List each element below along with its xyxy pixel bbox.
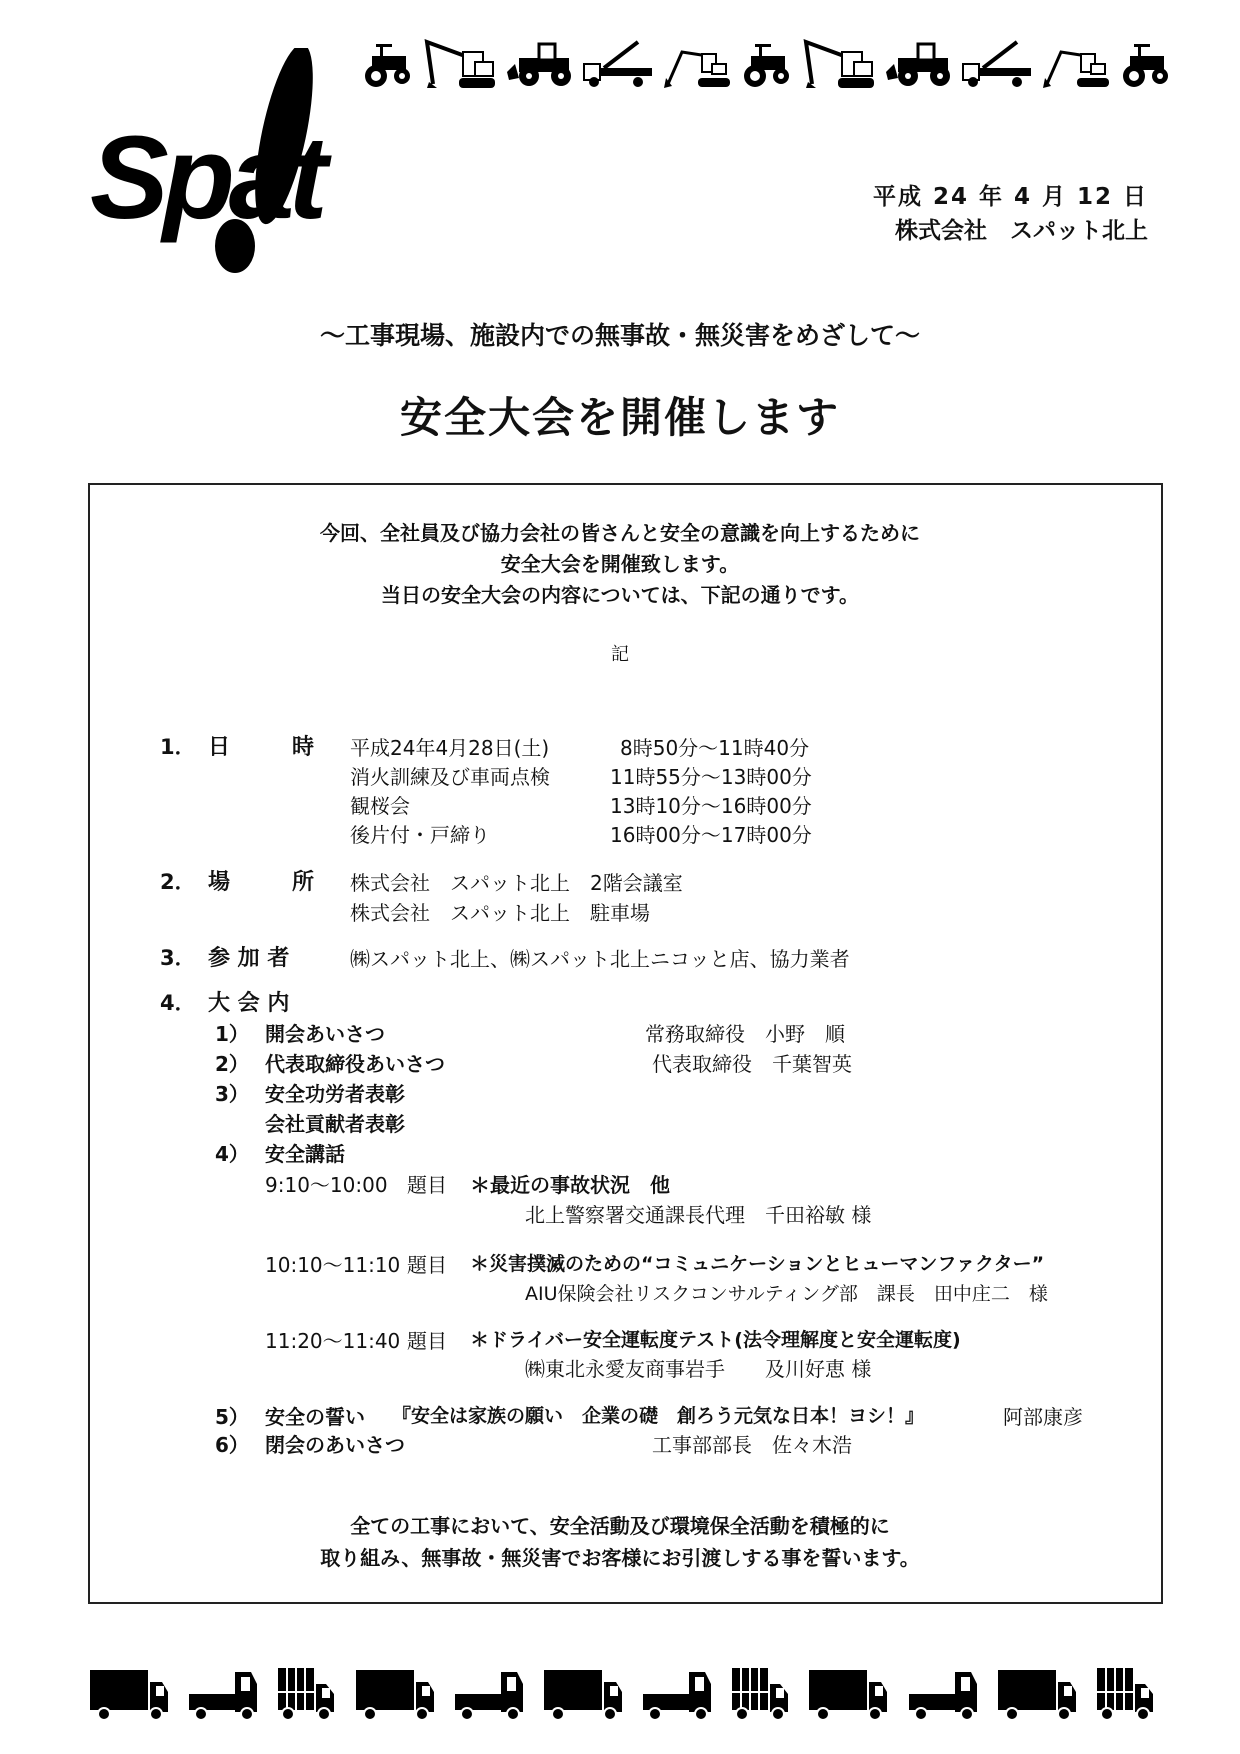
talk-time: 10:10～11:10 (265, 1253, 401, 1277)
cargo-truck-icon (732, 1668, 790, 1722)
excavator-icon (1041, 38, 1111, 90)
box-truck-icon (356, 1668, 436, 1722)
schedule-time: 13時10分～16時00分 (610, 794, 812, 818)
closing-line-1: 全ての工事において、安全活動及び環境保全活動を積極的に (350, 1514, 890, 1538)
schedule-time: 8時50分～11時40分 (620, 736, 810, 760)
intro-line-2: 安全大会を開催致します。 (500, 552, 740, 576)
talk-label: 題目 (407, 1253, 447, 1277)
section-2-label-a: 場 (208, 870, 231, 895)
cargo-truck-icon (1097, 1668, 1155, 1722)
box-truck-icon (998, 1668, 1078, 1722)
ki-heading: 記 (611, 644, 629, 665)
section-1-number: 1． (160, 735, 196, 759)
section-2-label-b: 所 (292, 870, 315, 895)
issue-date: 平成 24 年 4 月 12 日 (872, 184, 1148, 210)
road-roller-icon (741, 38, 793, 90)
section-1-label-a: 日 (208, 735, 231, 760)
flatbed-truck-icon (643, 1668, 713, 1722)
talk-topic: ＊災害撲滅のための“コミュニケーションとヒューマンファクター” (470, 1253, 1045, 1275)
talk-time: 11:20～11:40 (265, 1329, 401, 1353)
section-1-label-b: 時 (292, 735, 315, 760)
page-title: 安全大会を開催します (399, 393, 840, 442)
section-2-number: 2． (160, 870, 196, 894)
schedule-item: 平成24年4月28日(土) (350, 736, 550, 760)
crane-truck-icon (961, 38, 1033, 90)
talk-label: 題目 (407, 1173, 447, 1197)
talk-time: 9:10～10:00 (265, 1173, 388, 1197)
talk-speaker: 北上警察署交通課長代理 千田裕敏 様 (525, 1203, 872, 1227)
program-item-person: 常務取締役 小野 順 (645, 1022, 845, 1046)
program-item-number: 2） (215, 1052, 249, 1076)
program-item-number: 5） (215, 1405, 249, 1429)
program-item-text: 安全功労者表彰 (265, 1082, 405, 1106)
program-item-number: 1） (215, 1022, 249, 1046)
wheel-loader-icon (884, 38, 952, 90)
schedule-item: 観桜会 (350, 794, 410, 818)
program-item-text: 安全講話 (265, 1142, 345, 1166)
schedule-item: 消火訓練及び車両点検 (350, 765, 550, 789)
program-item-text: 安全の誓い (265, 1405, 365, 1429)
excavator-icon (662, 38, 732, 90)
section-4-label: 大 会 内 (208, 991, 290, 1016)
flatbed-truck-icon (909, 1668, 979, 1722)
participants: ㈱スパット北上、㈱スパット北上ニコッと店、協力業者 (350, 947, 850, 971)
venue-line: 株式会社 スパット北上 2階会議室 (350, 871, 683, 895)
program-item-person: 工事部部長 佐々木浩 (652, 1433, 852, 1457)
schedule-time: 11時55分～13時00分 (610, 765, 812, 789)
schedule-item: 後片付・戸締り (350, 823, 490, 847)
trucks-banner (90, 1660, 1155, 1722)
talk-topic: ＊ドライバー安全運転度テスト(法令理解度と安全運転度) (470, 1329, 961, 1351)
crane-truck-icon (582, 38, 654, 90)
cargo-truck-icon (278, 1668, 336, 1722)
program-item-number: 4） (215, 1142, 249, 1166)
program-item-text: 会社貢献者表彰 (265, 1112, 405, 1136)
flatbed-truck-icon (189, 1668, 259, 1722)
section-4-number: 4． (160, 991, 196, 1015)
issuer-company: 株式会社 スパット北上 (895, 218, 1148, 244)
closing-line-2: 取り組み、無事故・無災害でお客様にお引渡しする事を誓います。 (320, 1546, 920, 1570)
box-truck-icon (544, 1668, 624, 1722)
intro-line-1: 今回、全社員及び協力会社の皆さんと安全の意識を向上するために (320, 521, 920, 545)
schedule-time: 16時00分～17時00分 (610, 823, 812, 847)
program-item-person: 阿部康彦 (1003, 1405, 1083, 1429)
road-roller-icon (1120, 38, 1172, 90)
box-truck-icon (90, 1668, 170, 1722)
long-arm-excavator-icon (802, 38, 876, 90)
program-item-text: 開会あいさつ (265, 1022, 385, 1046)
spat-logo (88, 48, 388, 288)
box-truck-icon (809, 1668, 889, 1722)
flatbed-truck-icon (455, 1668, 525, 1722)
wheel-loader-icon (505, 38, 573, 90)
logo-text: Spat (90, 112, 322, 244)
intro-line-3: 当日の安全大会の内容については、下記の通りです。 (381, 583, 859, 607)
program-item-text: 閉会のあいさつ (265, 1433, 405, 1457)
long-arm-excavator-icon (423, 38, 497, 90)
venue-line: 株式会社 スパット北上 駐車場 (350, 901, 650, 925)
talk-topic: ＊最近の事故状況 他 (470, 1173, 670, 1197)
program-item-number: 6） (215, 1433, 249, 1457)
safety-pledge: 『安全は家族の願い 企業の礎 創ろう元気な日本！ヨシ！』 (392, 1405, 925, 1427)
talk-speaker: AIU保険会社リスクコンサルティング部 課長 田中庄二 様 (525, 1283, 1048, 1305)
construction-machines-banner (362, 30, 1172, 90)
section-3-label: 参 加 者 (208, 946, 290, 971)
talk-label: 題目 (407, 1329, 447, 1353)
section-3-number: 3． (160, 946, 196, 970)
subtitle: ～工事現場、施設内での無事故・無災害をめざして～ (319, 321, 920, 350)
program-item-person: 代表取締役 千葉智英 (652, 1052, 852, 1076)
program-item-text: 代表取締役あいさつ (265, 1052, 445, 1076)
program-item-number: 3） (215, 1082, 249, 1106)
talk-speaker: ㈱東北永愛友商事岩手 及川好恵 様 (525, 1357, 872, 1381)
